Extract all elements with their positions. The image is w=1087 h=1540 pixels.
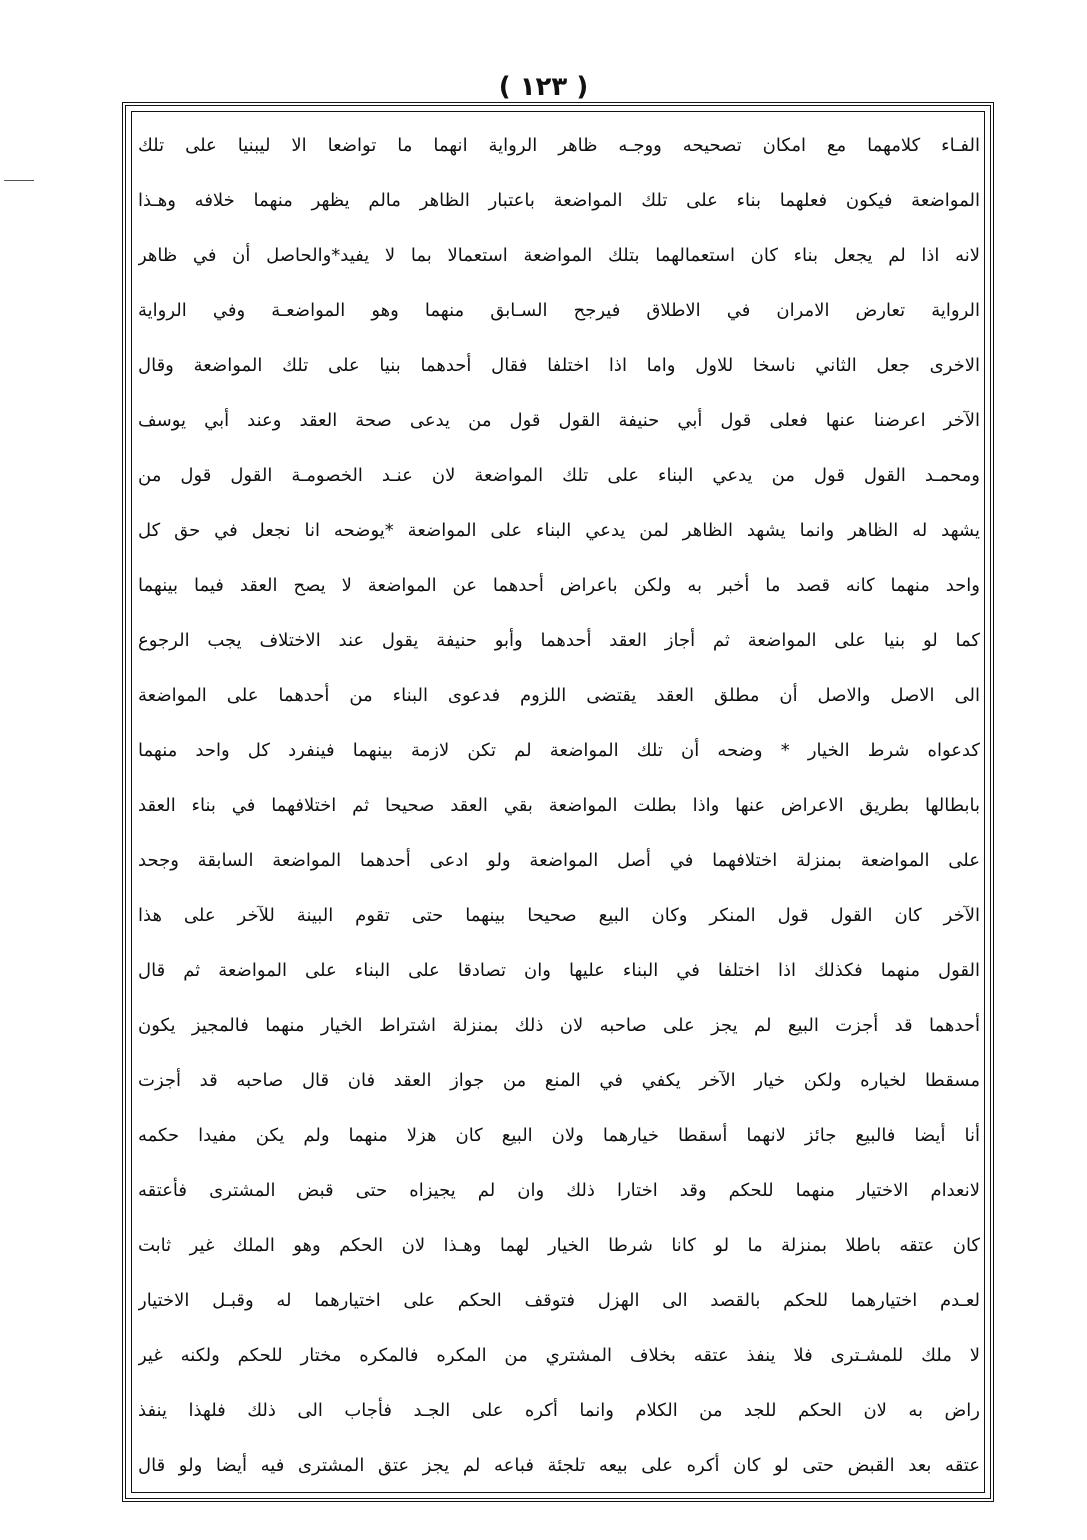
page-number: ( ١٢٣ ) [498, 72, 589, 102]
text-line: القول منهما فكذلك اذا اختلفا في البناء عليها وان تصادقا على البناء على المواضعة ثم قال [138, 960, 980, 981]
text-line: الى الاصل والاصل أن مطلق العقد يقتضى اللزوم فدعوى البناء من أحدهما على المواضعة [138, 685, 980, 706]
text-line: لا ملك للمشـترى فلا ينفذ عتقه بخلاف المشتري من المكره فالمكره مختار للحكم ولكنه غير [138, 1345, 980, 1366]
text-line: واحد منهما كانه قصد ما أخبر به ولكن باعراض أحدهما عن المواضعة لا يصح العقد فيما بينهما [138, 575, 980, 596]
text-line: كان عتقه باطلا بمنزلة ما لو كانا شرطا الخيار لهما وهـذا لان الحكم وهو الملك غير ثابت [138, 1235, 980, 1256]
text-line: لانه اذا لم يجعل بناء كان استعمالهما بتلك المواضعة استعمالا بما لا يفيد*والحاصل أن في ظاهر [138, 245, 980, 266]
text-line: بابطالها بطريق الاعراض عنها واذا بطلت المواضعة بقي العقد صحيحا ثم اختلافهما في بناء العقد [138, 795, 980, 816]
text-line: عتقه بعد القبض حتى لو كان أكره على بيعه تلجئة فباعه لم يجز عتق المشترى فيه أيضا ولو قال [138, 1455, 980, 1476]
text-line: ومحمـد القول قول من يدعي البناء على تلك المواضعة لان عنـد الخصومـة القول قول من [138, 465, 980, 486]
main-text [138, 118, 980, 1493]
text-line: لعـدم اختيارهما للحكم بالقصد الى الهزل فتوقف الحكم على اختيارهما له وقبـل الاختيار [138, 1290, 980, 1311]
text-line: يشهد له الظاهر وانما يشهد الظاهر لمن يدعي البناء على المواضعة *يوضحه انا نجعل في حق كل [138, 520, 980, 541]
text-line: الاخرى جعل الثاني ناسخا للاول واما اذا اختلفا فقال أحدهما بنيا على تلك المواضعة وقال [138, 355, 980, 376]
text-line: الرواية تعارض الامران في الاطلاق فيرجح السـابق منهما وهو المواضعـة وفي الرواية [138, 300, 980, 321]
margin-mark [4, 180, 34, 181]
text-line: كدعواه شرط الخيار * وضحه أن تلك المواضعة لم تكن لازمة بينهما فينفرد كل واحد منهما [138, 740, 980, 761]
text-line: الآخر كان القول قول المنكر وكان البيع صحيحا بينهما حتى تقوم البينة للآخر على هذا [138, 905, 980, 926]
text-line: مسقطا لخياره ولكن خيار الآخر يكفي في المنع من جواز العقد فان قال صاحبه قد أجزت [138, 1070, 980, 1091]
text-line: على المواضعة بمنزلة اختلافهما في أصل المواضعة ولو ادعى أحدهما المواضعة السابقة وجحد [138, 850, 980, 871]
text-line: الفـاء كلامهما مع امكان تصحيحه ووجـه ظاهر الرواية انهما ما تواضعا الا ليبنيا على تلك [138, 135, 980, 156]
text-line: كما لو بنيا على المواضعة ثم أجاز العقد أحدهما وأبو حنيفة يقول عند الاختلاف يجب الرجوع [138, 630, 980, 651]
text-line: أحدهما قد أجزت البيع لم يجز على صاحبه لان ذلك بمنزلة اشتراط الخيار منهما فالمجيز يكون [138, 1015, 980, 1036]
text-line: أنا أيضا فالبيع جائز لانهما أسقطا خيارهما ولان البيع كان هزلا منهما ولم يكن مفيدا حكمه [138, 1125, 980, 1146]
text-line: راض به لان الحكم للجد من الكلام وانما أكره على الجـد فأجاب الى ذلك فلهذا ينفذ [138, 1400, 980, 1421]
text-line: لانعدام الاختيار منهما للحكم وقد اختارا ذلك وان لم يجيزاه حتى قبض المشترى فأعتقه [138, 1180, 980, 1201]
text-line: المواضعة فيكون فعلهما بناء على تلك المواضعة باعتبار الظاهر مالم يظهر منهما خلافه وهـذا [138, 190, 980, 211]
text-line: الآخر اعرضنا عنها فعلى قول أبي حنيفة القول قول من يدعى صحة العقد وعند أبي يوسف [138, 410, 980, 431]
